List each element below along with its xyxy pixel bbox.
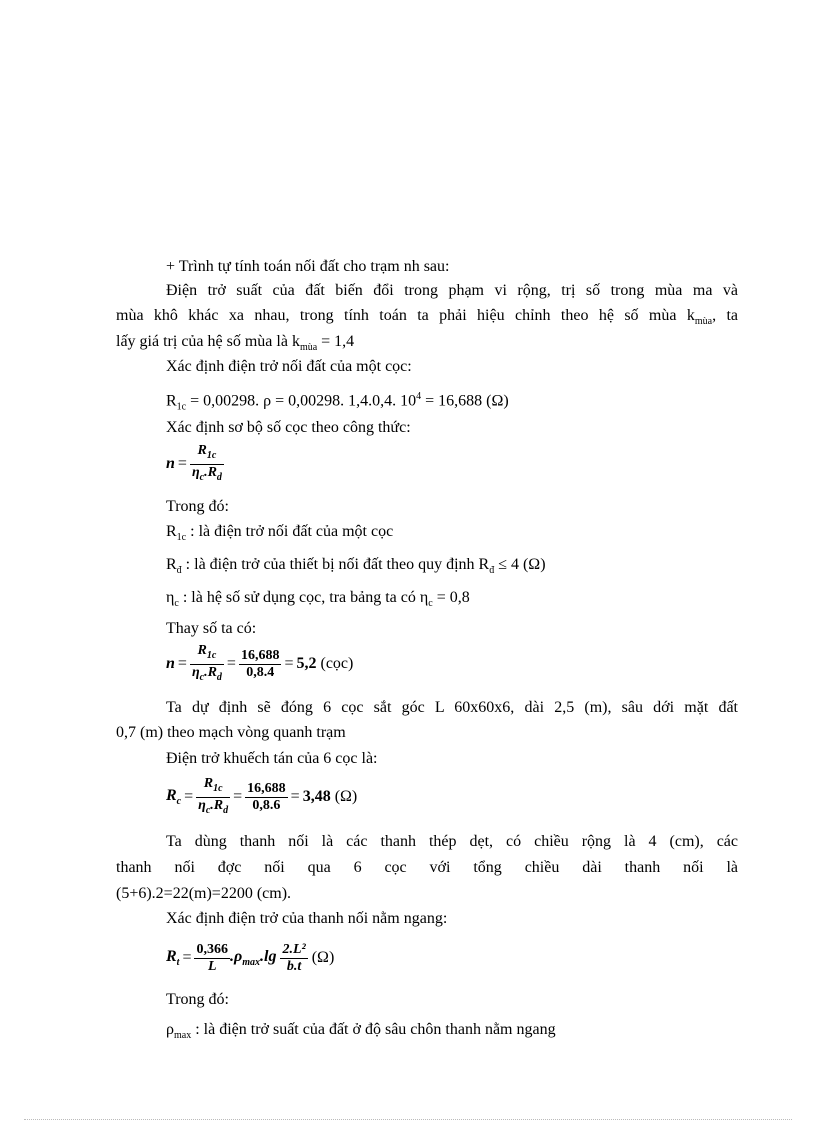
text-line: mùa khô khác xa nhau, trong tính toán ta phải hiệu chỉnh theo hệ số mùa $k_{mùa}$, ta [116, 307, 739, 328]
formula-n: n = $\frac{R_{1c}}{\eta_c.R_d}$ [166, 442, 222, 483]
page-bottom-divider [24, 1119, 792, 1120]
text-line: 0,7 (m) theo mạch vòng quanh trạm [116, 724, 346, 741]
text-line: Trong đó: [166, 991, 229, 1008]
text-line: Xác định sơ bộ số cọc theo công thức: [166, 419, 411, 436]
text-line: Ta dùng thanh nối là các thanh thép dẹt, có chiều rộng là 4 (cm), các [166, 833, 738, 850]
text-line: $R_{1c} = 0,00298$. ρ = 0,00298. 1,4.0,4. $10^4 = 16,688$ (Ω) [166, 391, 509, 413]
text-line: Xác định điện trở nối đất của một cọc: [166, 358, 412, 375]
text-line: Thay số ta có: [166, 620, 257, 637]
text-line: $R_đ$ : là điện trở của thiết bị nối đất theo quy định $R_đ \le 4$ (Ω) [166, 556, 546, 577]
formula-n-substituted: n = $\frac{R_{1c}}{\eta_c.R_d}$ = $\frac{16,688}{0,8.4}$ = 5,2 (cọc) [166, 642, 354, 683]
text-line: $R_{1c}$ : là điện trở nối đất của một cọc [166, 523, 394, 544]
text-line: lấy giá trị của hệ số mùa là $k_{mùa} = 1,4$ [116, 333, 355, 354]
text-line: (5+6).2=22(m)=2200 (cm). [116, 885, 292, 902]
text-line: $\eta_c$ : là hệ số sử dụng cọc, tra bảng ta có $\eta_c = 0,8$ [166, 589, 470, 610]
formula-rc: $R_c$ = $\frac{R_{1c}}{\eta_c.R_d}$ = $\frac{16,688}{0,8.6}$ = 3,48 (Ω) [166, 775, 358, 816]
text-line: Điện trở khuếch tán của 6 cọc là: [166, 750, 378, 767]
text-line: Điện trở suất của đất biến đổi trong phạm vi rộng, trị số trong mùa ma và [166, 282, 738, 299]
formula-rt: $R_t$ = $\frac{0,366}{L}$ $.\rho_{max}.\lg$ $\frac{\text{2.L²}}{b.t}$ (Ω) [166, 941, 335, 974]
text-line: Trong đó: [166, 498, 229, 515]
text-line: Xác định điện trở của thanh nối nằm ngang: [166, 910, 448, 927]
text-line: + Trình tự tính toán nối đất cho trạm nh sau: [166, 258, 450, 275]
text-line: $\rho_{max}$ : là điện trở suất của đất ở độ sâu chôn thanh nằm ngang [166, 1021, 556, 1042]
text-line: thanh nối đợc nối qua 6 cọc với tổng chiều dài thanh nối là [116, 859, 738, 876]
text-line: Ta dự định sẽ đóng 6 cọc sắt góc L 60x60x6, dài 2,5 (m), sâu dới mặt đất [166, 699, 738, 716]
